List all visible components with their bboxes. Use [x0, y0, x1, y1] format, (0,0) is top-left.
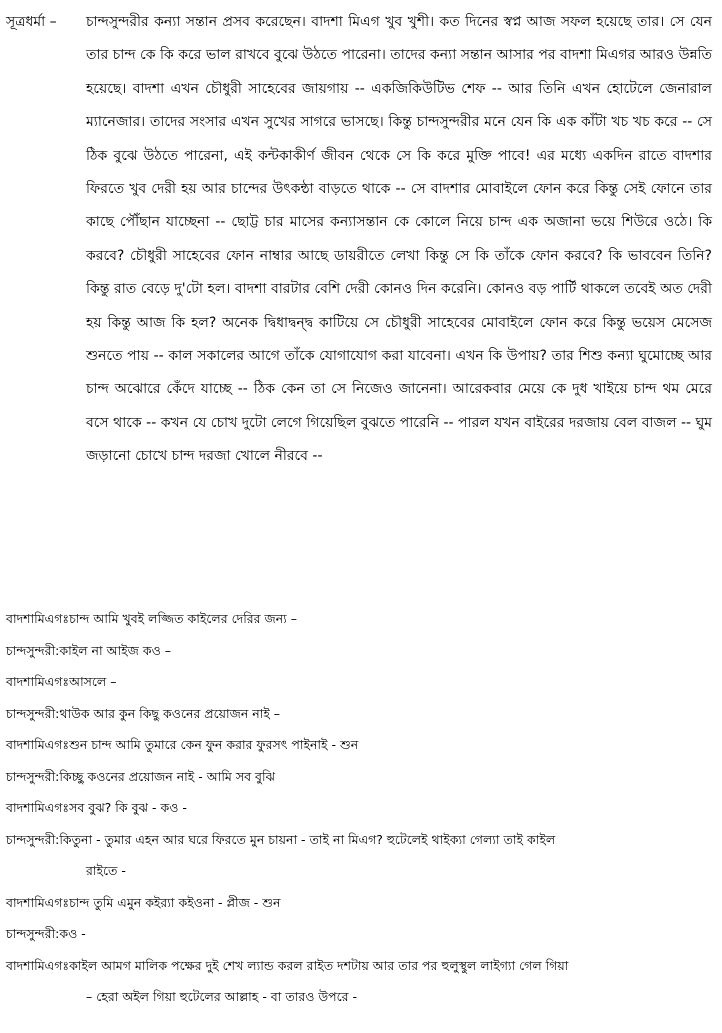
dialogue-text: শুন চান্দ আমি তুমারে কেন ফুন করার ফুরসৎ পাইনাই - শুন — [69, 737, 359, 752]
dialogue-line — [6, 950, 712, 982]
narration-block — [6, 6, 712, 474]
speaker-label: চান্দসুন্দরী: — [6, 768, 60, 784]
speaker-label: বাদশামিএগঃ — [6, 957, 70, 973]
dialogue-text: আসলে – — [69, 674, 117, 689]
dialogue-line — [6, 792, 712, 824]
dialogue-line — [6, 824, 712, 856]
dialogue-text: কাইল না আইজ কও – — [59, 642, 171, 658]
dialogue-line — [6, 698, 712, 730]
dialogue-line — [6, 918, 712, 950]
dialogue-text: কও - — [59, 926, 86, 941]
dialogue-continuation: – হেরা অইল গিয়া হুটেলের আল্লাহ - বা তারও উপরে - — [86, 989, 358, 1004]
dialogue-block — [6, 603, 712, 1013]
speaker-label: চান্দসুন্দরী: — [6, 642, 60, 658]
speaker-label: বাদশামিএগঃ — [6, 737, 70, 752]
speaker-label: চান্দসুন্দরী: — [6, 705, 60, 721]
speaker-label: বাদশামিএগঃ — [6, 894, 70, 910]
dialogue-line — [6, 666, 712, 698]
dialogue-line — [6, 887, 712, 919]
dialogue-text: চান্দ তুমি এমুন কইর‍্যা কইওনা - প্লীজ - শুন — [69, 894, 281, 910]
dialogue-text: চান্দ আমি খুবই লজ্জিত কাইলের দেরির জন্য – — [69, 611, 297, 626]
speaker-label: চান্দসুন্দরী: — [6, 926, 60, 941]
dialogue-text: সব বুঝ? কি বুঝ - কও - — [69, 800, 187, 815]
narrator-label: সূত্রধর্মা – — [6, 14, 57, 30]
speaker-label: চান্দসুন্দরী: — [6, 831, 60, 847]
dialogue-line — [6, 761, 712, 793]
dialogue-text: থাউক আর কুন কিছু কওনের প্রয়োজন নাই – — [59, 705, 281, 721]
speaker-label: বাদশামিএগঃ — [6, 800, 70, 815]
dialogue-line — [6, 635, 712, 667]
speaker-label: বাদশামিএগঃ — [6, 674, 70, 689]
narration-text: চান্দসুন্দরীর কন্যা সন্তান প্রসব করেছেন। বাদশা মিএগ খুব খুশী। কত দিনের স্বপ্ন আজ সফল হয়েছে তার। সে যেন তার চান্দ কে কি করে ভাল রাখবে বুঝে উঠতে পারেনা। তাদের কন্যা সন্তান আসার পর বাদশা মিএগর আরও উন্নতি হয়েছে। বাদশা এখন চৌধুরী সাহেবের জায়গায় -- একজিকিউটিভ শেফ -- আর তিনি এখন হোটেলে জেনারাল ম্যানেজার। তাদের সংসার এখন সুখের সাগরে ভাসছে। কিন্তু চান্দসুন্দরীর মনে যেন কি এক কাঁটা খচ খচ করে -- সে ঠিক বুঝে উঠতে পারেনা, এই কন্টকাকীর্ণ জীবন থেকে সে কি করে মুক্তি পাবে! এর মধ্যে একদিন রাতে বাদশার ফিরতে খুব দেরী হয় আর চান্দের উৎকন্ঠা বাড়তে থাকে -- সে বাদশার মোবাইলে ফোন করে কিন্তু সেই ফোনে তার কাছে পৌঁছান যাচ্ছেনা -- ছোট্ট চার মাসের কন্যাসন্তান কে কোলে নিয়ে চান্দ এক অজানা ভয়ে শিউরে ওঠে। কি করবে? চৌধুরী সাহেবের ফোন নাম্বার আছে ডায়রীতে লেখা কিন্তু সে কি তাঁকে ফোন করবে? কি ভাববেন তিনি? কিন্তু রাত বেড়ে দু'টো হল। বাদশা বারটার বেশি দেরী কোনও দিন করেনি। কোনও বড় পার্টি থাকলে তবেই অত দেরী হয় কিন্তু আজ কি হল? অনেক দ্বিধাদ্বন্দ্ব কাটিয়ে সে চৌধুরী সাহেবের মোবাইলে ফোন করে কিন্তু ভয়েস মেসেজ শুনতে পায় -- কাল সকালের আগে তাঁকে যোগাযোগ করা যাবেনা। এখন কি উপায়? তার শিশু কন্যা ঘুমোচ্ছে আর চান্দ অঝোরে কেঁদে যাচ্ছে -- ঠিক কেন তা সে নিজেও জানেনা। আরেকবার মেয়ে কে দুধ খাইয়ে চান্দ থম মেরে বসে থাকে -- কখন যে চোখ দুটো লেগে গিয়েছিল বুঝতে পারেনি -- পারল যখন বাইরের দরজায় বেল বাজল -- ঘুম জড়ানো চোখে চান্দ দরজা খোলে নীরবে -- — [86, 14, 712, 465]
dialogue-line — [6, 603, 712, 635]
dialogue-line — [6, 729, 712, 761]
dialogue-text: কাইল আমগ মালিক পক্ষের দুই শেখ ল্যান্ড করল রাইত দশটায় আর তার পর হুলুস্থুল লাইগ্যা গেল গিয়া — [69, 957, 569, 973]
dialogue-text: কিতুনা - তুমার এহন আর ঘরে ফিরতে মুন চায়না - তাই না মিএগ? হুটেলেই থাইক্যা গেল্যা তাই কাইল — [59, 831, 556, 847]
dialogue-continuation: রাইতে - — [86, 863, 126, 878]
dialogue-text: কিচ্ছু কওনের প্রয়োজন নাই - আমি সব বুঝি — [59, 768, 276, 784]
speaker-label: বাদশামিএগঃ — [6, 611, 70, 626]
